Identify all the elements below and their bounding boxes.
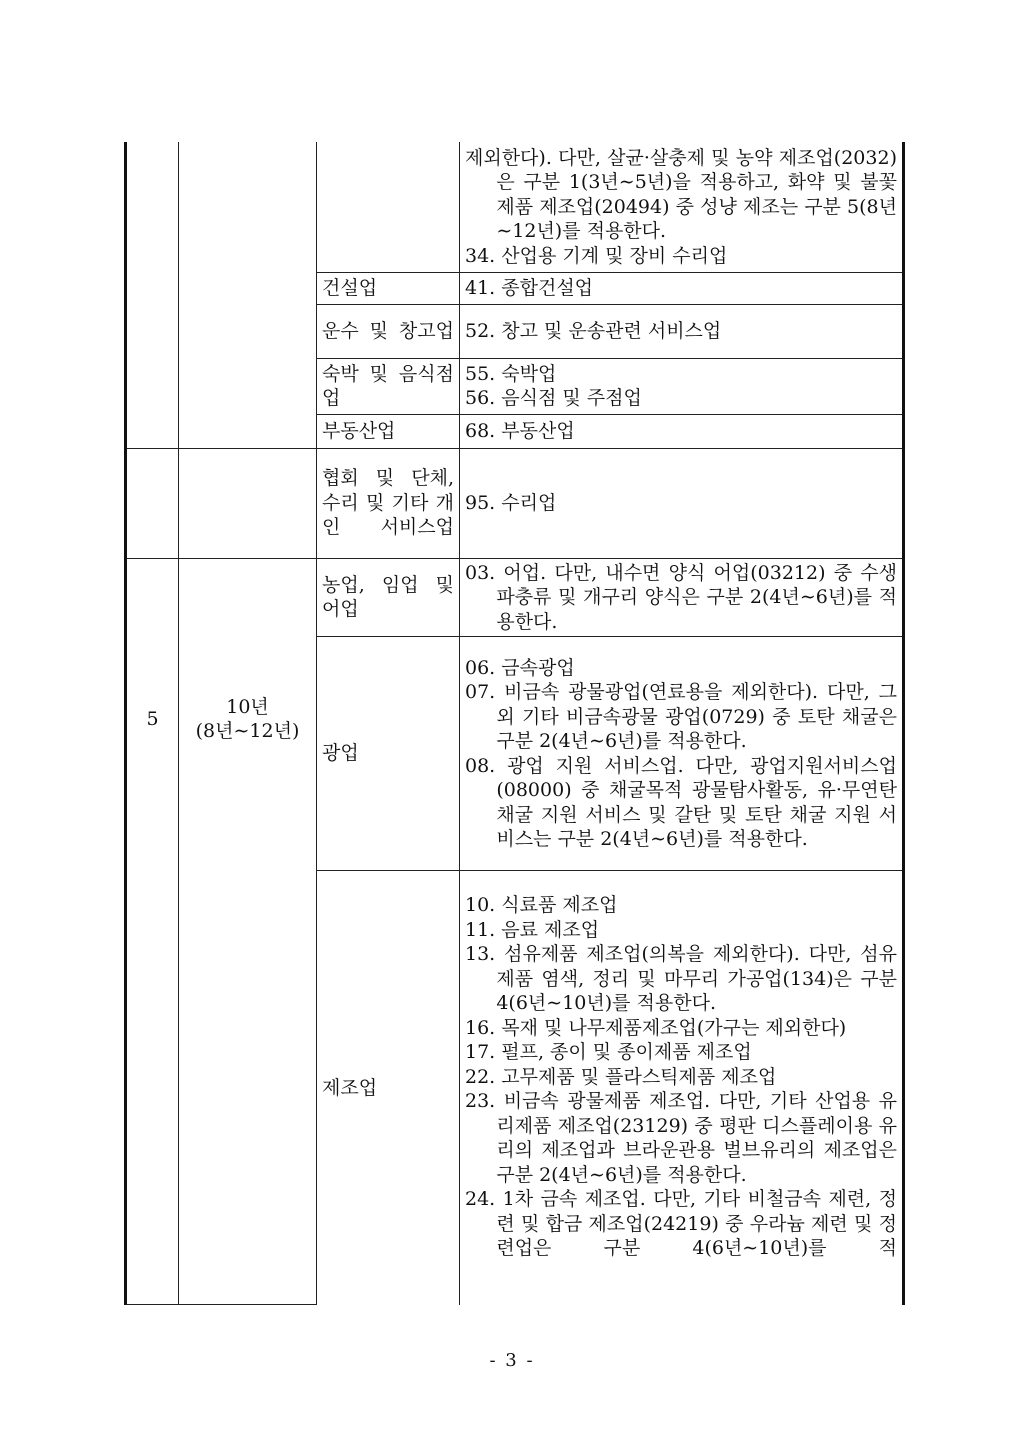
industry-cell: 숙박 및 음식점업	[317, 358, 460, 414]
list-item: 17. 펄프, 종이 및 종이제품 제조업	[465, 1041, 752, 1063]
period-cell	[179, 142, 317, 272]
list-item: 06. 금속광업	[465, 656, 575, 679]
list-item: 34. 산업용 기계 및 장비 수리업	[465, 244, 728, 267]
description-cell	[460, 558, 904, 637]
table-row	[126, 272, 904, 304]
list-item: 제외한다). 다만, 살균·살충제 및 농약 제조업(2032)은 구분 1(3년∼5년)을 적용하고, 화약 및 불꽃제품 제조업(20494) 중 성냥 제조는 구분 5(8년∼12년)를 적용한다.	[465, 146, 897, 242]
industry-cell: 운수 및 창고업	[317, 304, 460, 358]
table-row	[126, 558, 904, 637]
industry-cell: 부동산업	[317, 414, 460, 448]
page-number: - 3 -	[489, 1350, 535, 1371]
list-item: 10. 식료품 제조업	[465, 894, 618, 916]
period-cell	[179, 558, 317, 1305]
list-item: 23. 비금속 광물제품 제조업. 다만, 기타 산업용 유리제품 제조업(23129) 중 평판 디스플레이용 유리의 제조업과 브라운관용 벌브유리의 제조업은 구분 2(4년∼6년)를 적용한다.	[465, 1090, 897, 1186]
table-row	[126, 142, 904, 272]
list-item: 07. 비금속 광물광업(연료용을 제외한다). 다만, 그 외 기타 비금속광물 광업(0729) 중 토탄 채굴은 구분 2(4년∼6년)를 적용한다.	[465, 681, 897, 752]
description-cell	[460, 142, 904, 272]
description-cell	[460, 448, 904, 558]
period-range: (8년∼12년)	[195, 720, 300, 742]
description-cell	[460, 272, 904, 304]
table-row	[126, 414, 904, 448]
division-cell: 5	[126, 558, 179, 1305]
industry-cell: 건설업	[317, 272, 460, 304]
list-item: 68. 부동산업	[465, 419, 575, 442]
depreciation-schedule-table	[124, 142, 905, 1305]
industry-cell	[317, 142, 460, 272]
industry-cell: 광업	[317, 637, 460, 871]
list-item: 56. 음식점 및 주점업	[465, 387, 642, 409]
list-item: 41. 종합건설업	[465, 276, 594, 299]
list-item: 03. 어업. 다만, 내수면 양식 어업(03212) 중 수생파충류 및 개구리 양식은 구분 2(4년∼6년)를 적용한다.	[465, 561, 897, 633]
industry-cell: 제조업	[317, 871, 460, 1305]
description-cell	[460, 304, 904, 358]
description-cell	[460, 358, 904, 414]
description-cell	[460, 414, 904, 448]
table-row	[126, 358, 904, 414]
description-cell	[460, 871, 904, 1305]
list-item: 11. 음료 제조업	[465, 918, 600, 941]
list-item: 52. 창고 및 운송관련 서비스업	[465, 319, 722, 342]
table-row	[126, 304, 904, 358]
industry-cell: 농업, 임업 및 어업	[317, 558, 460, 637]
table-row	[126, 448, 904, 558]
list-item: 16. 목재 및 나무제품제조업(가구는 제외한다)	[465, 1016, 847, 1039]
industry-cell: 협회 및 단체, 수리 및 기타 개인 서비스업	[317, 448, 460, 558]
list-item: 24. 1차 금속 제조업. 다만, 기타 비철금속 제련, 정련 및 합금 제조업(24219) 중 우라늄 제련 및 정련업은 구분 4(6년∼10년)를 적	[465, 1188, 897, 1259]
list-item: 08. 광업 지원 서비스업. 다만, 광업지원서비스업(08000) 중 채굴목적 광물탐사활동, 유·무연탄 채굴 지원 서비스 및 갈탄 및 토탄 채굴 지원 서비스는 구분 2(4년∼6년)를 적용한다.	[465, 754, 897, 850]
list-item: 22. 고무제품 및 플라스틱제품 제조업	[465, 1065, 777, 1088]
list-item: 55. 숙박업	[465, 362, 557, 385]
description-cell	[460, 637, 904, 871]
period-years: 10년	[226, 695, 269, 718]
list-item: 13. 섬유제품 제조업(의복을 제외한다). 다만, 섬유제품 염색, 정리 및 마무리 가공업(134)은 구분 4(6년∼10년)를 적용한다.	[465, 943, 897, 1014]
division-cell	[126, 142, 179, 272]
list-item: 95. 수리업	[465, 491, 557, 514]
